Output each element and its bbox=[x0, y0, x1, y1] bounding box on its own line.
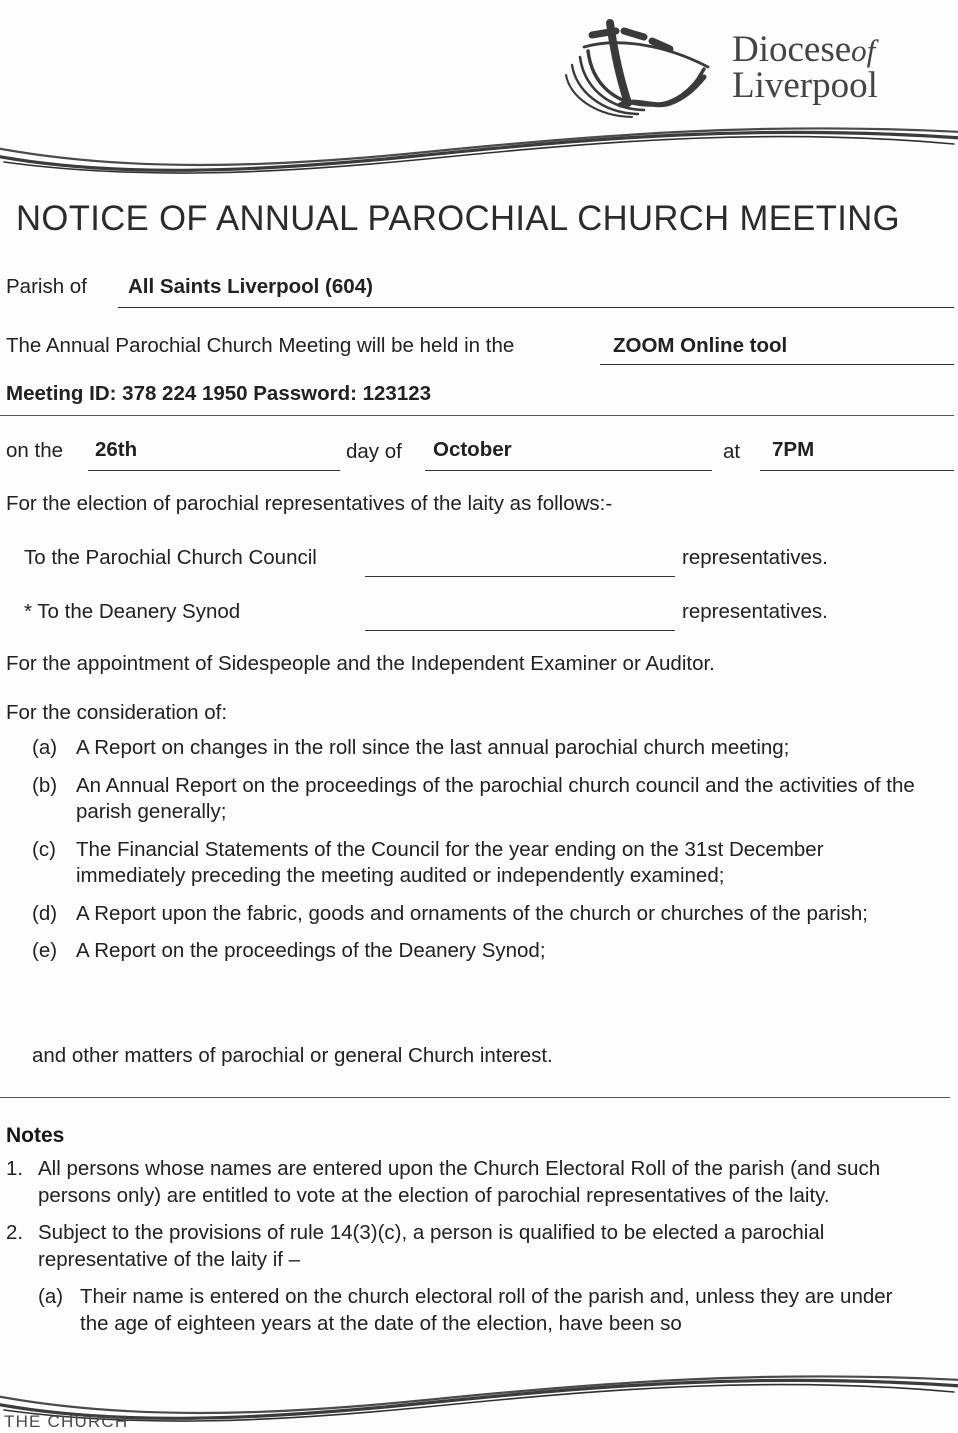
day-of-label: day of bbox=[346, 440, 402, 463]
consideration-closing: and other matters of parochial or general Church interest. bbox=[32, 1044, 553, 1067]
diocese-logo bbox=[558, 14, 958, 122]
note-item-marker: 1. bbox=[6, 1157, 24, 1180]
credentials-field-rule bbox=[0, 415, 954, 416]
note-subitem-text: Their name is entered on the church electoral roll of the parish and, unless they are under the age of eighteen years at the date of the election, have been so bbox=[80, 1285, 893, 1335]
consideration-item bbox=[32, 837, 920, 890]
note-item-text: Subject to the provisions of rule 14(3)(c), a person is qualified to be elected a parochial representative of the laity if – bbox=[38, 1221, 825, 1271]
bottom-wave-divider bbox=[0, 1368, 958, 1430]
consideration-intro: For the consideration of: bbox=[6, 701, 228, 724]
day-value[interactable]: 26th bbox=[95, 438, 138, 461]
day-field-rule bbox=[88, 470, 340, 471]
consideration-item-text: A Report on the proceedings of the Deanery Synod; bbox=[76, 939, 546, 962]
deanery-synod-label: * To the Deanery Synod bbox=[24, 600, 241, 623]
note-item bbox=[6, 1155, 912, 1209]
consideration-list bbox=[32, 735, 920, 976]
consideration-item-text: A Report upon the fabric, goods and ornaments of the church or churches of the parish; bbox=[76, 901, 869, 925]
consideration-item-marker: (c) bbox=[32, 837, 56, 861]
diocese-logo-text bbox=[732, 28, 878, 106]
month-field-rule bbox=[425, 470, 712, 471]
consideration-item-marker: (d) bbox=[32, 901, 58, 925]
election-intro: For the election of parochial representatives of the laity as follows:- bbox=[6, 492, 613, 515]
parish-value[interactable]: All Saints Liverpool (604) bbox=[128, 275, 373, 298]
appointment-text: For the appointment of Sidespeople and the Independent Examiner or Auditor. bbox=[6, 652, 715, 675]
consideration-item-marker: (e) bbox=[32, 939, 58, 962]
notes-heading: Notes bbox=[6, 1124, 65, 1147]
deanery-synod-suffix: representatives. bbox=[682, 600, 828, 623]
note-item-text: All persons whose names are entered upon the Church Electoral Roll of the parish (and such persons only) are entitled to vote at the election of parochial representatives of the laity. bbox=[38, 1157, 881, 1207]
consideration-item bbox=[32, 735, 920, 762]
parish-field-rule bbox=[118, 307, 954, 308]
time-value[interactable]: 7PM bbox=[772, 438, 815, 461]
consideration-item-text: The Financial Statements of the Council for the year ending on the 31st December immediately preceding the meeting audited or independently examined; bbox=[76, 837, 824, 887]
page-title: NOTICE OF ANNUAL PAROCHIAL CHURCH MEETING bbox=[16, 198, 900, 238]
parish-label: Parish of bbox=[6, 275, 87, 298]
deanery-synod-rule bbox=[365, 630, 675, 631]
logo-line1: Diocese bbox=[732, 28, 852, 70]
consideration-item-text: A Report on changes in the roll since the last annual parochial church meeting; bbox=[76, 736, 790, 759]
at-label: at bbox=[723, 440, 741, 463]
time-field-rule bbox=[760, 470, 954, 471]
month-value[interactable]: October bbox=[433, 438, 512, 461]
note-item-marker: 2. bbox=[6, 1221, 24, 1244]
footer-text: THE CHURCH bbox=[4, 1412, 129, 1431]
note-item bbox=[6, 1219, 912, 1273]
pcc-representatives-suffix: representatives. bbox=[682, 546, 828, 569]
pcc-representatives-rule bbox=[365, 576, 675, 577]
top-wave-divider bbox=[0, 122, 958, 184]
venue-field-rule bbox=[600, 364, 954, 365]
pcc-representatives-label: To the Parochial Church Council bbox=[24, 546, 317, 569]
on-the-label: on the bbox=[6, 439, 63, 462]
diocese-boat-logo-icon bbox=[558, 17, 726, 119]
meeting-credentials[interactable]: Meeting ID: 378 224 1950 Password: 123123 bbox=[6, 382, 432, 405]
note-subitem bbox=[38, 1283, 912, 1337]
venue-value[interactable]: ZOOM Online tool bbox=[613, 334, 788, 357]
consideration-item-text: An Annual Report on the proceedings of the parochial church council and the activities of the parish generally; bbox=[76, 773, 915, 823]
logo-line2: Liverpool bbox=[732, 65, 878, 106]
venue-label: The Annual Parochial Church Meeting will be held in the bbox=[6, 334, 515, 357]
notes-list bbox=[6, 1155, 912, 1337]
notes-divider bbox=[0, 1097, 950, 1098]
note-subitem-marker: (a) bbox=[38, 1285, 64, 1308]
consideration-item-marker: (b) bbox=[32, 773, 58, 797]
consideration-item bbox=[32, 901, 920, 928]
consideration-item-marker: (a) bbox=[32, 736, 58, 759]
consideration-item bbox=[32, 773, 920, 826]
logo-line1-of: of bbox=[851, 32, 876, 68]
consideration-item bbox=[32, 938, 920, 965]
